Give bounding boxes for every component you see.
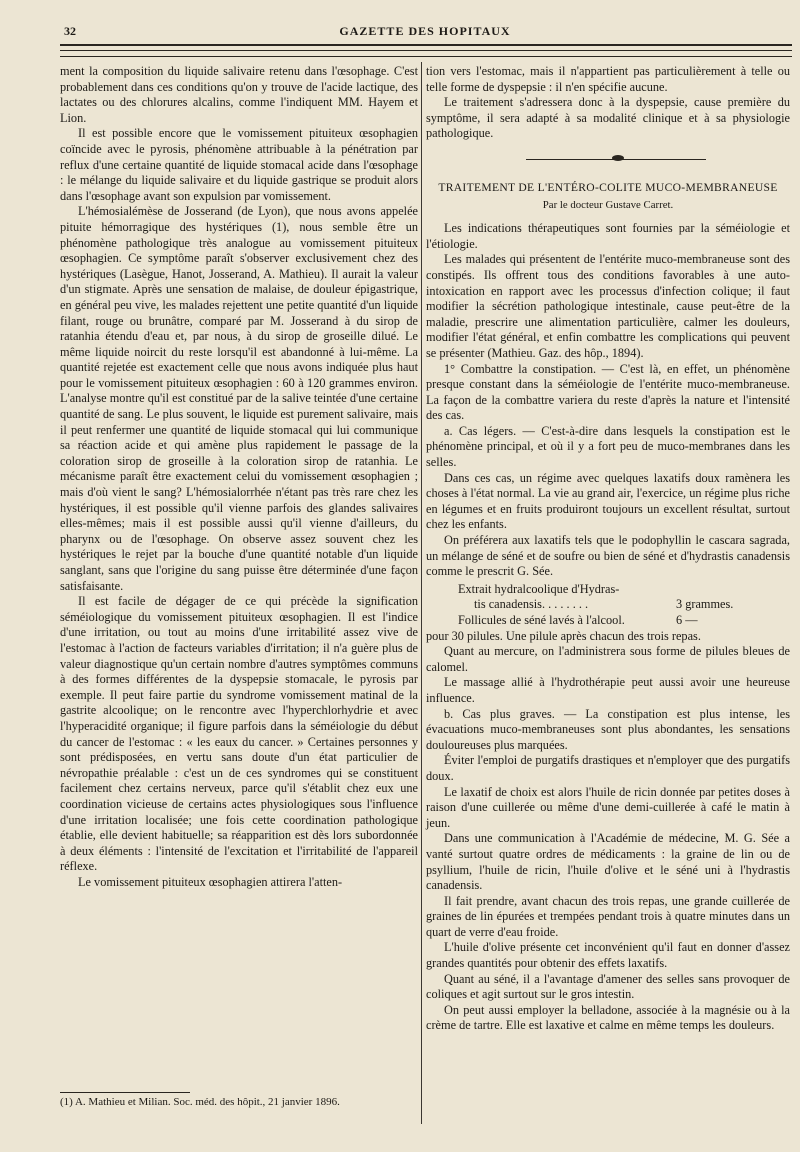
paragraph: Il est possible encore que le vomissement pituiteux œsophagien coïncide avec le pyrosis, phénomène attribuable à la pénétration par reflux d'une certaine quantité de liquide stomacal acide dans l'œsophage : le mélange du liquide salivaire et du liquide gastrique se produit alors dans l'œsophage avant son expulsion par vomissement. bbox=[60, 126, 418, 203]
prescription-formula bbox=[426, 582, 790, 629]
paragraph: Dans ces cas, un régime avec quelques laxatifs doux ramènera les choses à l'état normal. La vie au grand air, l'exercice, un régime plus riche en légumes et en fruits produiront toujours un excellent résultat, surtout chez les enfants. bbox=[426, 470, 790, 532]
article-title: TRAITEMENT DE L'ENTÉRO-COLITE MUCO-MEMBRANEUSE bbox=[438, 180, 778, 194]
header-rule-thin-2 bbox=[60, 56, 792, 57]
ornament-dot bbox=[612, 155, 624, 161]
paragraph: Quant au mercure, on l'administrera sous forme de pilules bleues de calomel. bbox=[426, 644, 790, 674]
left-column bbox=[60, 64, 418, 890]
paragraph: Éviter l'emploi de purgatifs drastiques et n'employer que des purgatifs doux. bbox=[426, 753, 790, 783]
paragraph: L'hémosialémèse de Josserand (de Lyon), que nous avons appelée pituite hémorragique des hystériques (1), nous semble être un phénomène pathologique très analogue au vomissement pituiteux œsophagien. Ce symptôme paraît s'observer exclusivement chez des hystériques (Lasègue, Hanot, Josserand, A. Mathieu). Il aurait la valeur d'un stigmate. Après une sensation de malaise, de douleur épigastrique, en général peu vive, les malades rejettent une petite quantité d'un liquide filant, rouge ou brunâtre, comparé par M. Josserand à du sirop de ratanhia étendu d'eau et, par nous, à du sirop de groseille dilué. Le même liquide noircit du reste lorsqu'il est abandonné à lui-même. La quantité rejetée est exactement celle que nous avons indiquée plus haut pour le vomissement pituiteux œsophagien : 60 à 120 grammes environ. L'analyse montre qu'il est constitué par de la salive teintée d'une certaine quantité de sang. Le plus souvent, le liquide est purement salivaire, mais il peut renfermer une quantité de liquide stomacal qui lui communique sa réaction acide et qui amène plus rapidement le passage de la coloration sirop de groseille à la coloration sirop de ratanhia. Le mécanisme paraît être exactement celui du vomissement œsophagien ; mais d'où vient le sang? L'hémosialorrhée n'étant pas très rare chez les hystériques, il est possible qu'il vienne parfois des glandes salivaires elles-mêmes; mais il est possible aussi qu'il vienne d'ailleurs, du pharynx ou de l'œsophage. On observe assez souvent chez les hystériques le rejet par la bouche d'une quantité notable d'un liquide sanglant, sans que l'origine du sang puisse être déterminée d'une façon satisfaisante. bbox=[60, 204, 418, 593]
paragraph: Il fait prendre, avant chacun des trois repas, une grande cuillerée de graines de lin épurées et trempées pendant trois à quatre minutes dans un quart de verre d'eau froide. bbox=[426, 893, 790, 939]
footnote-rule bbox=[60, 1092, 190, 1093]
paragraph: On peut aussi employer la belladone, associée à la magnésie ou à la crème de tartre. Elle est laxative et calme en même temps les douleurs. bbox=[426, 1002, 790, 1033]
footnote: (1) A. Mathieu et Milian. Soc. méd. des hôpit., 21 janvier 1896. bbox=[60, 1096, 340, 1108]
paragraph: Il est facile de dégager de ce qui précède la signification séméiologique du vomissement pituiteux œsophagien. Il est l'indice d'une irritation, ou tout au moins d'une irritabilité assez vive de l'estomac à l'action de facteurs variables d'irritation; il n'a guère plus de valeur diagnostique qu'un certain nombre d'autres symptômes communs à des formes différentes de la dyspepsie stomacale, le pyrosis par exemple. Il peut faire partie du syndrome vomissement matinal de la gastrite alcoolique; on le rencontre avec l'hyperchlorhydrie et avec l'hyperacidité organique; il figure parfois dans la séméiologie du début du cancer de l'estomac : « les eaux du cancer. » Certaines personnes y sont prédisposées, en vertu sans doute d'un état particulier de névropathie préalable : c'est un de ces syndromes qui se constituent facilement chez certains nerveux, parce qu'il s'établit chez eux une coordination vicieuse de certains actes physiologiques sous l'influence d'une irritation localisée; une fois cette coordination pathologique établie, elle devient habituelle; sa réapparition est dès lors subordonnée à deux éléments : l'intensité de l'excitation et l'irritabilité de l'appareil réflexe. bbox=[60, 594, 418, 874]
paragraph: ment la composition du liquide salivaire retenu dans l'œsophage. C'est probablement dans ces conditions qu'on y trouve de l'acide lactique, des lactates ou des chlorures alcalins, comme l'indiquent MM. Hayem et Lion. bbox=[60, 64, 418, 125]
paragraph: Les indications thérapeutiques sont fournies par la séméiologie et l'étiologie. bbox=[426, 221, 790, 251]
paragraph: L'huile d'olive présente cet inconvénient qu'il faut en donner d'assez grandes quantités pour obtenir des effets laxatifs. bbox=[426, 940, 790, 971]
paragraph: pour 30 pilules. Une pilule après chacun des trois repas. bbox=[426, 628, 701, 643]
paragraph: Le laxatif de choix est alors l'huile de ricin donnée par petites doses à raison d'une cuillerée ou même d'une demi-cuillerée à café le matin à jeun. bbox=[426, 784, 790, 830]
formula-line: Extrait hydralcoolique d'Hydras- bbox=[458, 581, 620, 596]
formula-quantity: 6 — bbox=[676, 613, 698, 627]
header-rule-thick bbox=[60, 44, 792, 46]
article-byline: Par le docteur Gustave Carret. bbox=[542, 198, 674, 211]
paragraph: tion vers l'estomac, mais il n'appartient pas particulièrement à telle ou telle forme de dyspepsie : il n'en spécifie aucune. bbox=[426, 64, 790, 94]
header-rule-thin bbox=[60, 50, 792, 51]
paragraph: Le massage allié à l'hydrothérapie peut aussi avoir une heureuse influence. bbox=[426, 675, 790, 705]
paragraph: Le vomissement pituiteux œsophagien attirera l'atten- bbox=[78, 874, 343, 889]
paragraph: On préférera aux laxatifs tels que le podophyllin le cascara sagrada, un mélange de séné et de soufre ou bien de séné et d'hydrastis canadensis comme le prescrit G. Sée. bbox=[426, 533, 790, 579]
journal-title: GAZETTE DES HOPITAUX bbox=[339, 24, 511, 38]
right-column bbox=[426, 64, 790, 1034]
formula-line: tis canadensis. . . . . . . . bbox=[474, 597, 589, 612]
page-header bbox=[58, 24, 792, 42]
paragraph: Quant au séné, il a l'avantage d'amener des selles sans provoquer de coliques et agit surtout sur le gros intestin. bbox=[426, 971, 790, 1002]
paragraph: b. Cas plus graves. — La constipation est plus intense, les évacuations muco-membraneuses sont plus abondantes, les sensations douloureuses plus marquées. bbox=[426, 706, 790, 752]
paragraph: Dans une communication à l'Académie de médecine, M. G. Sée a vanté surtout quatre ordres de médicaments : la graine de lin ou de psyllium, l'huile de ricin, l'huile d'olive et le séné uni à l'hydrastis canadensis. bbox=[426, 831, 790, 893]
page-number: 32 bbox=[64, 24, 76, 38]
paragraph: 1° Combattre la constipation. — C'est là, en effet, un phénomène presque constant dans la séméiologie de l'entérite muco-membraneuse. La façon de la combattre variera du reste d'après la nature et l'intensité des cas. bbox=[426, 361, 790, 423]
column-divider bbox=[421, 62, 422, 1124]
paragraph: Le traitement s'adressera donc à la dyspepsie, cause première du symptôme, il sera adapté à sa modalité clinique et à sa physiologie pathologique. bbox=[426, 95, 790, 141]
formula-quantity: 3 grammes. bbox=[676, 597, 734, 612]
paragraph: a. Cas légers. — C'est-à-dire dans lesquels la constipation est le phénomène principal, et où il y a fort peu de muco-membranes dans les selles. bbox=[426, 423, 790, 470]
formula-line: Follicules de séné lavés à l'alcool. bbox=[458, 613, 625, 627]
paragraph: Les malades qui présentent de l'entérite muco-membraneuse sont des constipés. Ils offrent tous des conditions favorables à une auto-intoxication en rapport avec les processus d'infection colique; il faut modifier la sécrétion pathologique intestinale, cause peut-être de la maladie, prescrire une alimentation particulière, calmer les douleurs, modifier l'état général, et enfin combattre les complications qui peuvent se présenter (Mathieu. Gaz. des hôp., 1894). bbox=[426, 252, 790, 360]
section-ornament bbox=[426, 152, 790, 166]
